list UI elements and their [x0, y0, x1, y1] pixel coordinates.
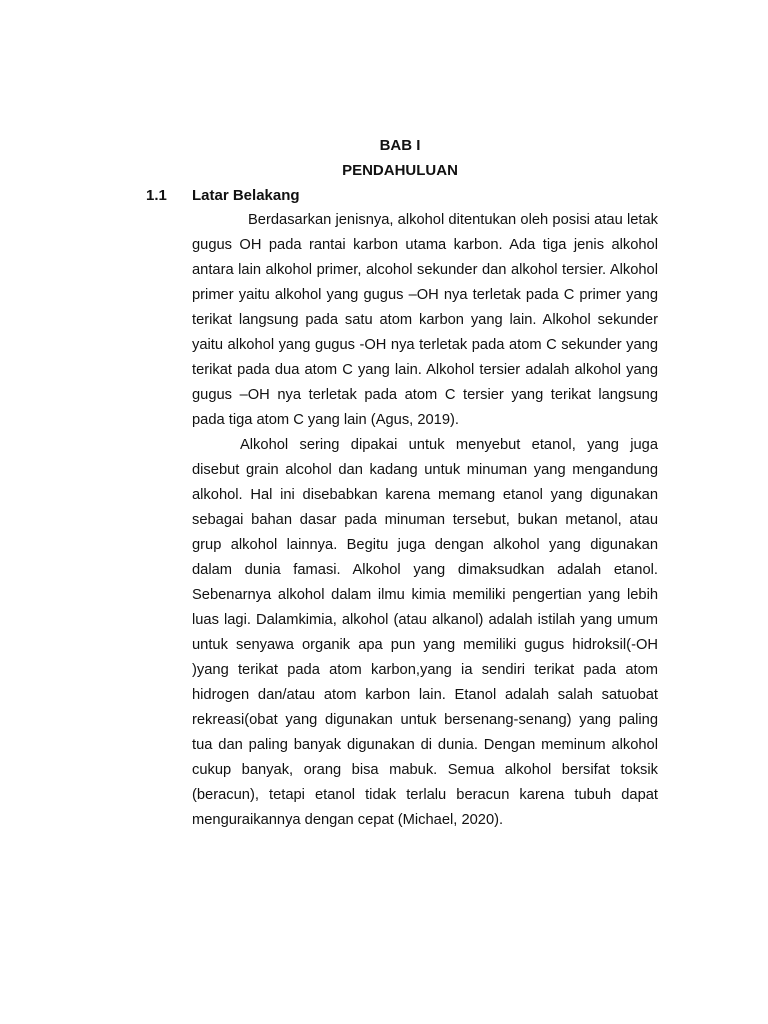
chapter-number: BAB I [379, 137, 421, 154]
section-heading [146, 186, 300, 206]
section-title: Latar Belakang [192, 187, 300, 204]
body-text [192, 208, 658, 833]
section-number: 1.1 [146, 187, 167, 204]
paragraph-1: Berdasarkan jenisnya, alkohol ditentukan oleh posisi atau letak gugus OH pada rantai karbon utama karbon. Ada tiga jenis alkohol antara lain alkohol primer, alcohol sekunder dan alkohol tersier. Alkohol primer yaitu alkohol yang gugus –OH nya terletak pada C primer yang terikat langsung pada satu atom karbon yang lain. Alkohol sekunder yaitu alkohol yang gugus -OH nya terletak pada atom C sekunder yang terikat pada dua atom C yang lain. Alkohol tersier adalah alkohol yang gugus –OH nya terletak pada atom C tersier yang terikat langsung pada tiga atom C yang lain (Agus, 2019). [192, 212, 658, 428]
paragraph-2: Alkohol sering dipakai untuk menyebut etanol, yang juga disebut grain alcohol dan kadang untuk minuman yang mengandung alkohol. Hal ini disebabkan karena memang etanol yang digunakan sebagai bahan dasar pada minuman tersebut, bukan metanol, atau grup alkohol lainnya. Begitu juga dengan alkohol yang digunakan dalam dunia famasi. Alkohol yang dimaksudkan adalah etanol. Sebenarnya alkohol dalam ilmu kimia memiliki pengertian yang lebih luas lagi. Dalamkimia, alkohol (atau alkanol) adalah istilah yang umum untuk senyawa organik apa pun yang memiliki gugus hidroksil(-OH )yang terikat pada atom karbon,yang ia sendiri terikat pada atom hidrogen dan/atau atom karbon lain. Etanol adalah salah satuobat rekreasi(obat yang digunakan untuk bersenang-senang) yang paling tua dan paling banyak digunakan di dunia. Dengan meminum alkohol cukup banyak, orang bisa mabuk. Semua alkohol bersifat toksik (beracun), tetapi etanol tidak terlalu beracun karena tubuh dapat menguraikannya dengan cepat (Michael, 2020). [192, 437, 658, 828]
chapter-title: PENDAHULUAN [342, 162, 458, 179]
